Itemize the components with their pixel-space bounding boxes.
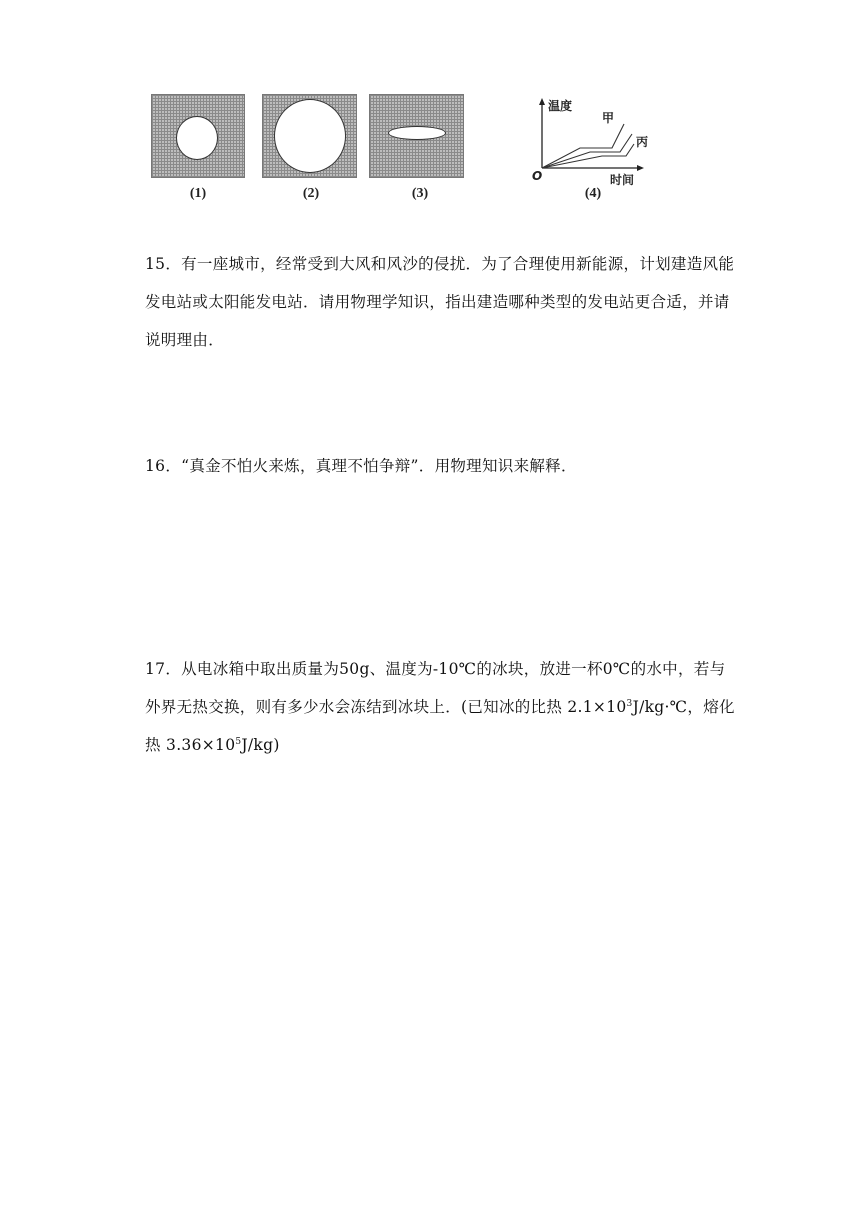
- curve-label-bing: 丙: [636, 135, 649, 149]
- temperature-time-graph: [528, 94, 668, 190]
- caption-3: (3): [411, 186, 429, 201]
- question-17-exponent-a: 3: [626, 698, 633, 709]
- question-17: [145, 650, 735, 764]
- question-15-number: 15．: [145, 255, 182, 273]
- caption-2: (2): [302, 186, 320, 201]
- figure-row: [0, 0, 860, 220]
- caption-1: (1): [189, 186, 207, 201]
- x-axis-label: 时间: [610, 173, 635, 187]
- y-axis-label: 温度: [548, 99, 573, 113]
- question-17-text-b: J/kg·℃，熔化热 3.36×10: [145, 698, 735, 754]
- caption-4: (4): [584, 186, 602, 201]
- origin-label: O: [532, 169, 543, 183]
- question-15-text: 有一座城市，经常受到大风和风沙的侵扰．为了合理使用新能源，计划建造风能发电站或太阳能发电站．请用物理学知识，指出建造哪种类型的发电站更合适，并请说明理由．: [145, 255, 735, 349]
- ellipse-hole: [388, 126, 446, 140]
- panel-large-circle: [262, 94, 357, 178]
- panel-ellipse: [369, 94, 464, 178]
- question-17-exponent-b: 5: [235, 736, 242, 747]
- question-16-text: “真金不怕火来炼，真理不怕争辩”．用物理知识来解释．: [181, 457, 577, 475]
- curve-label-jia: 甲: [602, 111, 615, 125]
- panel-small-circle: [151, 94, 245, 178]
- question-16-number: 16．: [145, 457, 182, 475]
- question-15: [145, 245, 735, 359]
- small-circle-hole: [176, 116, 218, 160]
- question-17-text-c: J/kg): [241, 736, 280, 754]
- large-circle-hole: [274, 99, 346, 173]
- question-16: [145, 447, 735, 485]
- question-17-number: 17．: [145, 660, 182, 678]
- question-17-text-a: 从电冰箱中取出质量为50g、温度为-10℃的冰块，放进一杯0℃的水中，若与外界无热交换，则有多少水会冻结到冰块上．(已知冰的比热 2.1×10: [145, 660, 726, 716]
